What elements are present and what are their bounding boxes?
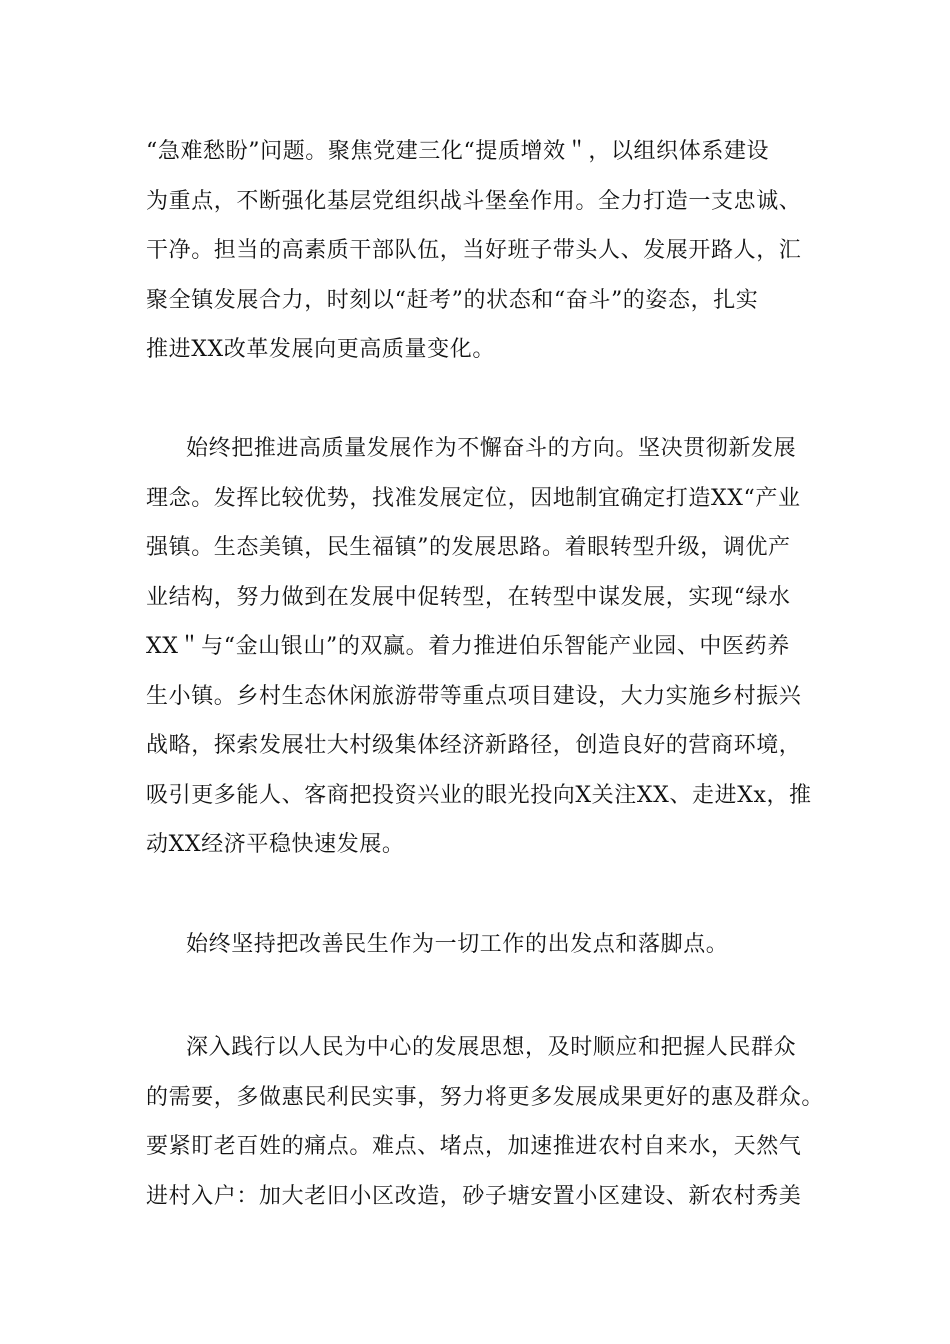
text-line: 吸引更多能人、客商把投资兴业的眼光投向X关注XX、走进Xx，推	[146, 782, 812, 808]
text-line: 要紧盯老百姓的痛点。难点、堵点，加速推进农村自来水，天然气	[146, 1134, 802, 1159]
paragraph-livelihood-heading	[146, 920, 816, 970]
paragraph-high-quality-development	[146, 424, 816, 870]
text-line: 动XX经济平稳快速发展。	[146, 832, 405, 857]
text-line: 业结构，努力做到在发展中促转型，在转型中谋发展，实现“绿水	[146, 584, 791, 610]
text-line: XX＂与“金山银山”的双赢。着力推进伯乐智能产业园、中医药养	[146, 634, 790, 659]
text-line: 始终坚持把改善民生作为一切工作的出发点和落脚点。	[186, 932, 729, 957]
text-line: “急难愁盼”问题。聚焦党建三化“提质增效＂，以组织体系建设	[146, 139, 770, 164]
text-line: 深入践行以人民为中心的发展思想，及时顺应和把握人民群众	[186, 1035, 797, 1060]
text-line: 干净。担当的高素质干部队伍，当好班子带头人、发展开路人，汇	[146, 238, 802, 263]
text-line: 强镇。生态美镇，民生福镇”的发展思路。着眼转型升级，调优产	[146, 535, 791, 560]
text-line: 生小镇。乡村生态休闲旅游带等重点项目建设，大力实施乡村振兴	[146, 683, 802, 709]
text-line: 聚全镇发展合力，时刻以“赶考”的状态和“奋斗”的姿态，扎实	[146, 287, 759, 313]
text-line: 的需要，多做惠民利民实事，努力将更多发展成果更好的惠及群众。	[146, 1084, 825, 1110]
text-line: 战略，探索发展壮大村级集体经济新路径，创造良好的营商环境，	[146, 733, 802, 758]
text-line: 推进XX改革发展向更高质量变化。	[146, 337, 495, 362]
paragraph-people-centered	[146, 1023, 825, 1221]
text-line: 进村入户：加大老旧小区改造，砂子塘安置小区建设、新农村秀美	[146, 1183, 802, 1209]
paragraph-party-building	[146, 127, 816, 375]
text-line: 为重点，不断强化基层党组织战斗堡垒作用。全力打造一支忠诚、	[146, 188, 802, 214]
text-line: 始终把推进高质量发展作为不懈奋斗的方向。坚决贯彻新发展	[186, 436, 797, 461]
text-line: 理念。发挥比较优势，找准发展定位，因地制宜确定打造XX“产业	[146, 485, 801, 511]
